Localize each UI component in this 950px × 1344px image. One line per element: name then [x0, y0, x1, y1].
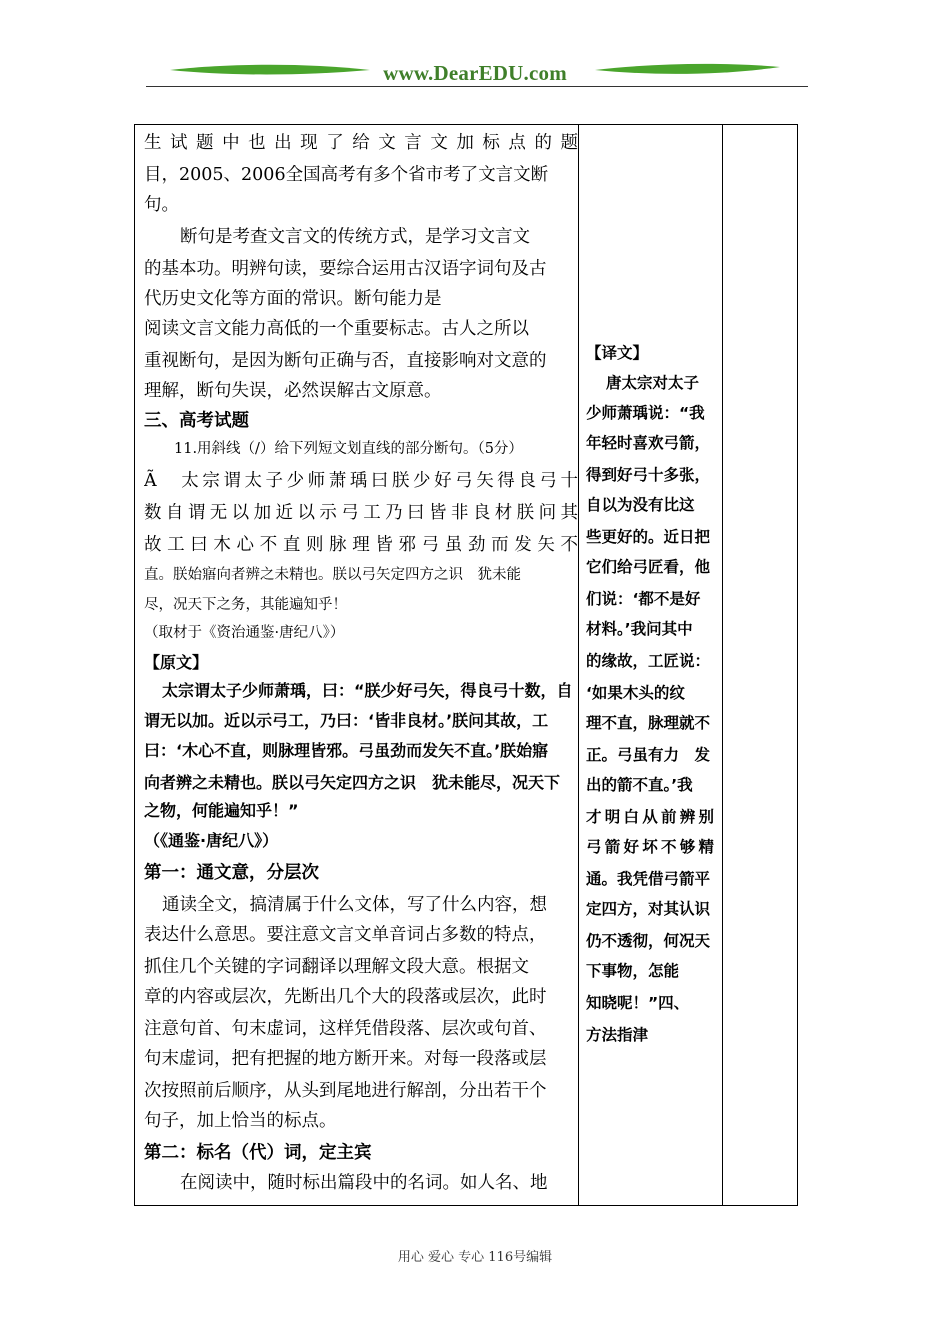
left-text-line: 注意句首、句末虚词，这样凭借段落、层次或句首、	[144, 1019, 547, 1039]
right-text-line: 年轻时喜欢弓箭，	[586, 434, 711, 452]
translation-cell	[586, 125, 720, 1205]
right-text-line: 通。我凭借弓箭平	[586, 870, 711, 888]
column-divider	[722, 125, 723, 1205]
right-text-line: 出的箭不直。’我	[586, 776, 693, 794]
right-text-line: 材料。’我问其中	[586, 620, 693, 638]
left-text-line: 理解，断句失误，必然误解古文原意。	[144, 381, 442, 401]
right-text-line: 得到好弓十多张，	[586, 466, 711, 484]
left-text-line: 断句是考查文言文的传统方式，是学习文言文	[180, 227, 530, 247]
left-text-line: 直。朕始寤向者辨之未精也。朕以弓矢定四方之识 犹未能	[144, 567, 521, 583]
left-text-line: 章的内容或层次，先断出几个大的段落或层次，此时	[144, 987, 547, 1007]
right-text-line: 正。弓虽有力 发	[586, 746, 711, 764]
right-text-line: 的缘故，工匠说：	[586, 652, 711, 670]
page-footer: 用心 爱心 专心 116号编辑	[397, 1250, 553, 1265]
left-text-line: 三、高考试题	[144, 411, 249, 431]
left-text-line: 太宗谓太子少师萧瑀，曰：“朕少好弓矢，得良弓十数，自	[162, 681, 573, 700]
right-text-line: 下事物，怎能	[586, 962, 680, 980]
left-text-line: 重视断句，是因为断句正确与否，直接影响对文意的	[144, 351, 547, 371]
right-text-line: 少师萧瑀说：“我	[586, 404, 705, 422]
left-text-line: 向者辨之未精也。朕以弓矢定四方之识 犹未能尽，况天下	[144, 773, 561, 792]
right-text-line: 知晓呢！”四、	[586, 994, 690, 1012]
left-text-line: 次按照前后顺序，从头到尾地进行解剖，分出若干个	[144, 1081, 547, 1101]
right-text-line: 才明白从前辨别	[586, 808, 714, 826]
left-text-line: 生试题中也出现了给文言文加标点的题	[144, 133, 578, 153]
left-text-line: 谓无以加。近以示弓工，乃曰：‘皆非良材。’朕问其故，工	[144, 711, 549, 730]
left-text-line: 目，2005、2006全国高考有多个省市考了文言文断	[144, 165, 549, 185]
left-text-line: 句末虚词，把有把握的地方断开来。对每一段落或层	[144, 1049, 547, 1069]
content-table	[134, 124, 798, 1206]
right-text-line: 定四方，对其认识	[586, 900, 711, 918]
left-text-line: 抓住几个关键的字词翻译以理解文段大意。根据文	[144, 957, 529, 977]
page-header	[140, 56, 808, 92]
left-text-line: 第一：通文意，分层次	[144, 863, 319, 883]
right-text-line: 理不直，脉理就不	[586, 714, 711, 732]
left-text-line: 句。	[144, 195, 179, 215]
left-text-line: 在阅读中，随时标出篇段中的名词。如人名、地	[180, 1173, 548, 1193]
left-text-line: 故工曰木心不直则脉理皆邪弓虽劲而发矢不	[144, 535, 578, 555]
right-text-line: ‘如果木头的纹	[586, 684, 685, 702]
column-divider	[578, 125, 579, 1205]
left-text-line: 【原文】	[144, 653, 209, 672]
left-text-line: （取材于《资治通鉴·唐纪八》）	[144, 625, 345, 641]
main-text-cell	[144, 125, 578, 1205]
right-text-line: 它们给弓匠看，他	[586, 558, 711, 576]
right-text-line: 自以为没有比这	[586, 496, 695, 514]
right-text-line: 些更好的。近日把	[586, 528, 711, 546]
right-text-line: 唐太宗对太子	[606, 374, 700, 392]
left-text-line: 阅读文言文能力高低的一个重要标志。古人之所以	[144, 319, 529, 339]
right-text-line: 弓箭好坏不够精	[586, 838, 714, 856]
right-text-line: 仍不透彻，何况天	[586, 932, 711, 950]
right-text-line: 【译文】	[586, 344, 649, 362]
left-text-line: 曰：‘木心不直，则脉理皆邪。弓虽劲而发矢不直。’朕始寤	[144, 741, 549, 760]
left-text-line: Ã 太宗谓太子少师萧瑀曰朕少好弓矢得良弓十	[144, 471, 578, 491]
right-swoosh-icon	[595, 62, 780, 78]
left-text-line: 通读全文，搞清属于什么文体，写了什么内容，想	[162, 895, 547, 915]
left-text-line: 句子，加上恰当的标点。	[144, 1111, 337, 1131]
right-text-line: 们说：‘都不是好	[586, 590, 701, 608]
left-text-line: 第二：标名（代）词，定主宾	[144, 1143, 372, 1163]
left-text-line: 的基本功。明辨句读，要综合运用古汉语字词句及古	[144, 259, 547, 279]
left-text-line: 数自谓无以加近以示弓工乃曰皆非良材朕问其	[144, 503, 578, 523]
left-text-line: （《通鉴·唐纪八》）	[144, 831, 279, 850]
left-text-line: 表达什么意思。要注意文言文单音词占多数的特点，	[144, 925, 547, 945]
site-logo: www.DearEDU.com	[383, 61, 567, 85]
header-rule	[146, 86, 808, 87]
left-text-line: 之物，何能遍知乎！”	[144, 801, 299, 820]
left-text-line: 11.用斜线（/）给下列短文划直线的部分断句。（5分）	[174, 441, 523, 457]
left-swoosh-icon	[170, 62, 370, 78]
left-text-line: 代历史文化等方面的常识。断句能力是	[144, 289, 442, 309]
right-text-line: 方法指津	[586, 1026, 649, 1044]
left-text-line: 尽，况天下之务，其能遍知乎！	[144, 597, 347, 613]
